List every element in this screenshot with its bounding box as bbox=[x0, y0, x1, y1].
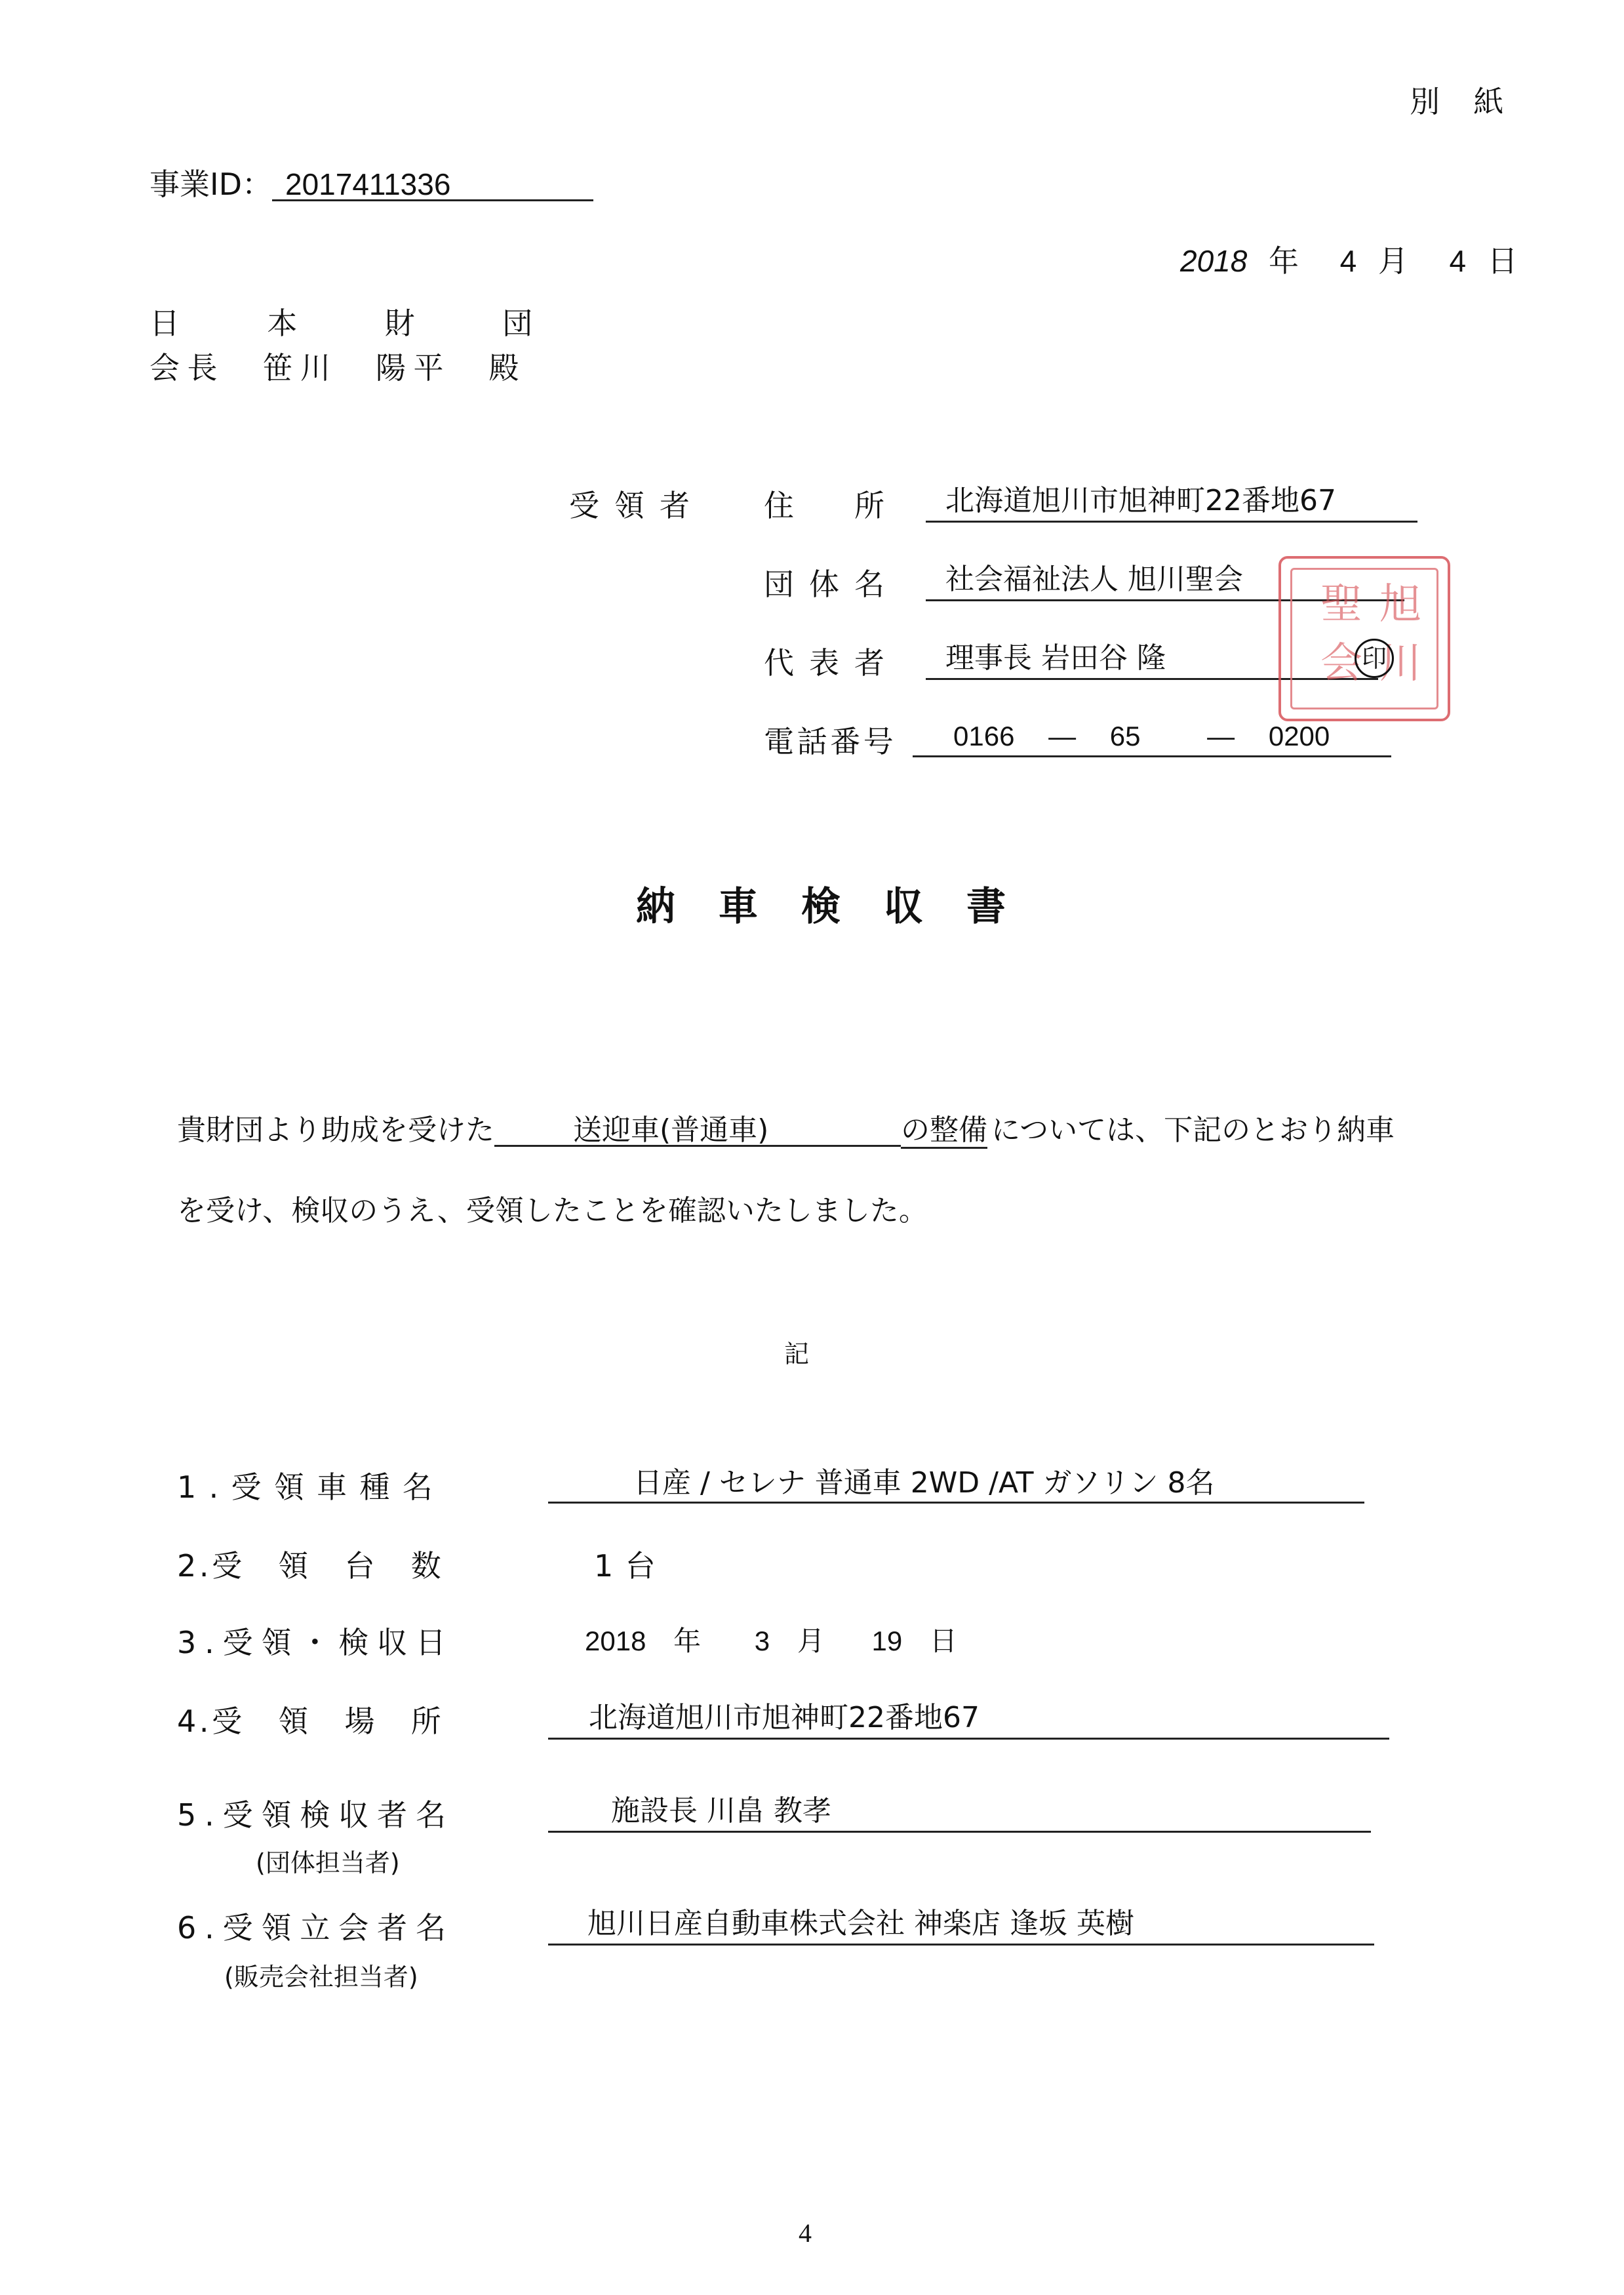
body-vehicle bbox=[494, 1113, 901, 1147]
item-4-label: 4.受 領 場 所 bbox=[177, 1704, 445, 1739]
body-suffix: については、下記のとおり納車 bbox=[991, 1113, 1395, 1147]
item-2-value: 1台 bbox=[594, 1548, 668, 1584]
item-1-value: 日産 / セレナ 普通車 2WD /AT ガソリン 8名 bbox=[548, 1469, 1364, 1504]
body-line-2: を受け、検収のうえ、受領したことを確認いたしました。 bbox=[177, 1194, 928, 1227]
phone-value bbox=[913, 723, 1391, 757]
attachment-label: 別 紙 bbox=[1410, 84, 1516, 119]
project-id-value: 2017411336 bbox=[272, 169, 593, 201]
stamp-glyph-1: 旭 bbox=[1379, 580, 1421, 629]
item-6-value: 旭川日産自動車株式会社 神楽店 逢坂 英樹 bbox=[548, 1909, 1374, 1946]
phone-part-3: 0200 bbox=[1268, 721, 1330, 751]
body-suffix-under: の整備 bbox=[901, 1113, 987, 1149]
item-6-sub: (販売会社担当者) bbox=[224, 1963, 418, 1991]
stamp-glyph-2: 川 bbox=[1379, 639, 1421, 688]
item-3-month-unit: 月 bbox=[797, 1626, 825, 1656]
issue-year: 2018 bbox=[1180, 244, 1248, 278]
organization-stamp bbox=[1278, 556, 1450, 721]
phone-dash-1: ― bbox=[1048, 721, 1077, 751]
recipient-heading: 受領者 bbox=[569, 488, 705, 523]
item-5-value: 施設長 川畠 教孝 bbox=[548, 1797, 1371, 1833]
org-value: 社会福祉法人 旭川聖会 bbox=[926, 565, 1404, 601]
issue-date bbox=[1180, 243, 1518, 279]
issue-month: 4 bbox=[1339, 244, 1357, 278]
item-3-day-unit: 日 bbox=[929, 1626, 957, 1656]
addressee-line2: 会長 笹川 陽平 殿 bbox=[149, 350, 526, 386]
item-3-day: 19 bbox=[871, 1626, 903, 1656]
project-id-label: 事業ID： bbox=[149, 167, 272, 202]
address-label: 住 所 bbox=[764, 488, 900, 523]
item-1-label: 1.受領車種名 bbox=[177, 1469, 446, 1505]
address-value: 北海道旭川市旭神町22番地67 bbox=[926, 487, 1417, 523]
item-5-sub: (団体担当者) bbox=[256, 1848, 400, 1877]
addressee-line1: 日 本 財 団 bbox=[149, 306, 561, 341]
body-line-1 bbox=[177, 1113, 1395, 1147]
item-6-label: 6.受領立会者名 bbox=[177, 1910, 454, 1946]
phone-dash-2: ― bbox=[1207, 721, 1235, 751]
ki-mark: 記 bbox=[784, 1340, 810, 1368]
issue-day: 4 bbox=[1449, 244, 1467, 278]
phone-part-2: 65 bbox=[1109, 721, 1141, 751]
body-prefix: 貴財団より助成を受けた bbox=[177, 1113, 494, 1147]
body-vehicle-text: 送迎車(普通車) bbox=[573, 1113, 769, 1147]
item-5-label: 5.受領検収者名 bbox=[177, 1797, 454, 1833]
document-title: 納車検収書 bbox=[636, 884, 1049, 930]
item-3-year: 2018 bbox=[585, 1626, 646, 1656]
item-3-year-unit: 年 bbox=[673, 1626, 702, 1656]
item-4-value: 北海道旭川市旭神町22番地67 bbox=[548, 1704, 1389, 1740]
issue-year-unit: 年 bbox=[1268, 243, 1299, 279]
phone-label: 電話番号 bbox=[764, 724, 897, 759]
project-id bbox=[149, 169, 593, 201]
org-label: 団体名 bbox=[764, 567, 900, 602]
stamp-glyph-3: 聖 bbox=[1320, 580, 1362, 629]
item-3-date bbox=[585, 1627, 957, 1655]
item-3-label: 3.受領・検収日 bbox=[177, 1625, 454, 1660]
item-3-month: 3 bbox=[754, 1626, 770, 1656]
issue-day-unit: 日 bbox=[1487, 243, 1518, 279]
seal-mark: 印 bbox=[1355, 639, 1394, 678]
item-2-label: 2.受 領 台 数 bbox=[177, 1548, 445, 1584]
stamp-glyph-4: 会 bbox=[1320, 639, 1362, 688]
issue-month-unit: 月 bbox=[1377, 243, 1408, 279]
rep-value: 理事長 岩田谷 隆 bbox=[926, 644, 1378, 680]
page-number: 4 bbox=[799, 2218, 812, 2248]
rep-label: 代表者 bbox=[764, 645, 900, 681]
phone-part-1: 0166 bbox=[953, 721, 1015, 751]
